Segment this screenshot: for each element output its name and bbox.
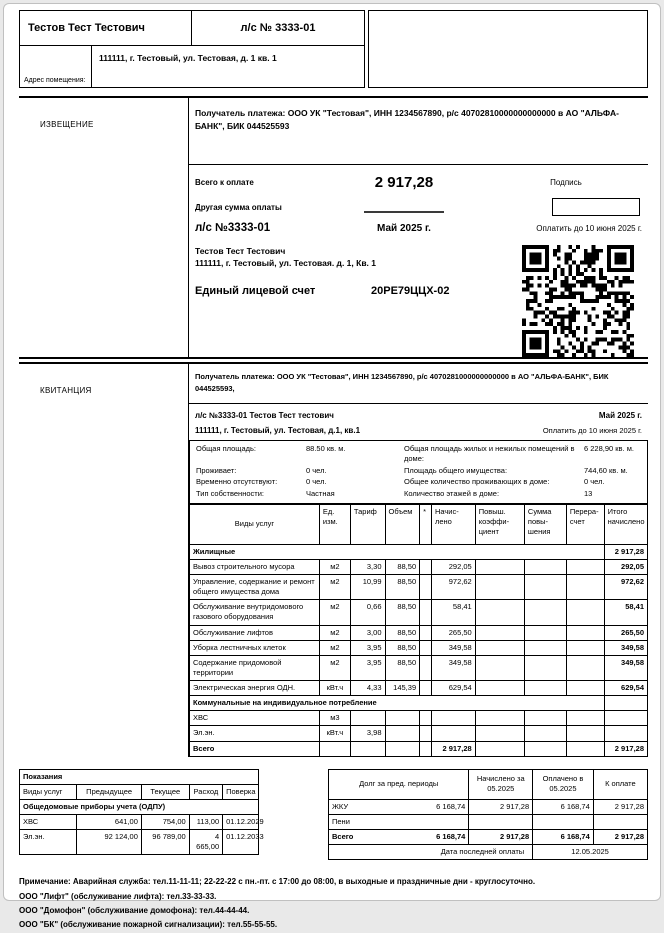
services-header-cell: Начислено (431, 504, 475, 544)
readings-section: Общедомовые приборы учета (ОДПУ) (20, 799, 259, 814)
services-cell: Уборка лестничных клеток (190, 640, 320, 655)
readings-header-row (20, 784, 259, 799)
services-cell (524, 655, 566, 680)
signature-box (552, 198, 640, 216)
qr-code (522, 245, 634, 357)
section-total-cell (604, 696, 647, 711)
readings-cell: 96 789,00 (141, 830, 189, 855)
services-cell: Обслуживание лифтов (190, 625, 320, 640)
info-value: 0 чел. (306, 465, 327, 475)
services-row (190, 681, 648, 696)
services-cell: ХВС (190, 711, 320, 726)
receipt-account: л/с №3333-01 Тестов Тест тестович (195, 411, 334, 420)
debt-label-cell (329, 814, 469, 829)
services-cell (385, 741, 420, 756)
note-line: Примечание: Аварийная служба: тел.11-11-11; 22-22-22 с пн.-пт. с 17:00 до 08:00, в выходные и праздничные дни - круглосуточно. (19, 877, 536, 887)
services-cell (431, 726, 475, 741)
services-cell: 58,41 (431, 600, 475, 625)
debt-label-flex (332, 802, 465, 812)
debt-row-value: 6 168,74 (436, 801, 466, 811)
services-cell: 349,58 (604, 655, 647, 680)
services-cell (475, 726, 524, 741)
services-cell: 349,58 (431, 640, 475, 655)
services-cell: 292,05 (431, 559, 475, 574)
services-cell (475, 741, 524, 756)
other-sum-line (364, 201, 444, 213)
readings-cell: 01.12.2033 (223, 830, 259, 855)
services-cell (524, 681, 566, 696)
debt-row-label: Всего (332, 831, 354, 841)
services-header-cell: * (420, 504, 432, 544)
services-cell (566, 711, 604, 726)
debt-label-cell (329, 829, 469, 844)
services-cell: 0,66 (350, 600, 385, 625)
services-cell: 88,50 (385, 640, 420, 655)
notes-block (19, 875, 648, 933)
services-cell: кВт.ч (319, 726, 350, 741)
receipt-period: Май 2025 г. (598, 411, 642, 420)
services-section-row (190, 696, 648, 711)
readings-cell: 641,00 (77, 815, 142, 830)
services-cell: 3,95 (350, 655, 385, 680)
receipt-payee: Получатель платежа: ООО УК "Тестовая", ИНН 1234567890, р/с 4070281000000000000 в АО "АЛЬФА-БАНК", БИК 044525593, (189, 364, 648, 404)
services-cell: 88,50 (385, 575, 420, 600)
building-info-block (189, 440, 648, 504)
notice-client-info (195, 245, 522, 357)
services-cell (524, 726, 566, 741)
services-cell: 88,50 (385, 600, 420, 625)
debt-footer-row (329, 845, 648, 860)
services-cell: м2 (319, 640, 350, 655)
services-cell (319, 741, 350, 756)
services-table-head (190, 504, 648, 544)
readings-row (20, 830, 259, 855)
services-header-cell: Виды услуг (190, 504, 320, 544)
services-cell (566, 655, 604, 680)
services-cell (420, 575, 432, 600)
services-cell (420, 655, 432, 680)
top-block (19, 10, 648, 88)
readings-row (20, 815, 259, 830)
debt-row-value: 6 168,74 (436, 831, 466, 841)
receipt-section-label: КВИТАНЦИЯ (19, 364, 189, 757)
services-cell (385, 711, 420, 726)
services-cell (420, 625, 432, 640)
services-header-cell: Ед. изм. (319, 504, 350, 544)
services-cell (524, 575, 566, 600)
services-cell: 3,30 (350, 559, 385, 574)
notice-content (189, 98, 648, 357)
services-cell (604, 711, 647, 726)
services-cell: 2 917,28 (604, 741, 647, 756)
services-cell (524, 741, 566, 756)
bottom-tables (19, 769, 648, 861)
services-cell (431, 711, 475, 726)
readings-header-cell: Поверка (223, 784, 259, 799)
section-label-cell: Коммунальные на индивидуальное потребление (190, 696, 605, 711)
readings-table-body (20, 769, 264, 855)
services-cell (475, 681, 524, 696)
services-header-cell: Тариф (350, 504, 385, 544)
services-cell: кВт.ч (319, 681, 350, 696)
readings-cell: 01.12.2029 (223, 815, 259, 830)
services-cell: 2 917,28 (431, 741, 475, 756)
services-cell: м2 (319, 600, 350, 625)
services-cell: м2 (319, 575, 350, 600)
services-cell: 3,95 (350, 640, 385, 655)
services-cell: 265,50 (604, 625, 647, 640)
note-line: ООО "Домофон" (обслуживание домофона): тел.44-44-44. (19, 905, 250, 915)
services-cell: 88,50 (385, 655, 420, 680)
services-header-cell: Сумма повышения (524, 504, 566, 544)
services-cell: 292,05 (604, 559, 647, 574)
debt-cell-value: 2 917,28 (469, 799, 533, 814)
services-row (190, 559, 648, 574)
notice-pay-block (189, 165, 648, 236)
services-table (189, 504, 648, 757)
services-cell (566, 559, 604, 574)
services-cell (475, 600, 524, 625)
debt-label-cell (329, 799, 469, 814)
readings-cell: 754,00 (141, 815, 189, 830)
readings-section-row (20, 799, 259, 814)
client-table-row2 (20, 46, 364, 87)
services-cell: м2 (319, 655, 350, 680)
services-header-cell: Итого начислено (604, 504, 647, 544)
debt-cell-value (593, 814, 647, 829)
services-cell (566, 625, 604, 640)
services-cell (524, 640, 566, 655)
readings-title-row (20, 769, 259, 784)
services-cell: 58,41 (604, 600, 647, 625)
info-value: 744,60 кв. м. (584, 465, 628, 475)
notice-pay-until: Оплатить до 10 июня 2025 г. (536, 223, 642, 233)
services-cell (566, 681, 604, 696)
debt-cell-value (469, 814, 533, 829)
services-cell (475, 559, 524, 574)
receipt-address: 111111, г. Тестовый, ул. Тестовая, д.1, кв.1 (195, 426, 361, 435)
client-account: л/с № 3333-01 (240, 22, 316, 34)
services-cell (524, 625, 566, 640)
services-cell (604, 726, 647, 741)
receipt-acct-block (189, 404, 648, 440)
debt-wrap (328, 769, 648, 861)
debt-cell-value (533, 814, 594, 829)
services-cell (524, 559, 566, 574)
debt-cell-value: 2 917,28 (593, 829, 647, 844)
services-cell: м3 (319, 711, 350, 726)
services-cell (420, 640, 432, 655)
services-cell (475, 640, 524, 655)
info-value: 0 чел. (584, 477, 605, 487)
section-label-cell: Жилищные (190, 544, 605, 559)
debt-label-flex (332, 817, 465, 827)
debt-cell-value: 6 168,74 (533, 829, 594, 844)
debt-header-cell: К оплате (593, 769, 647, 799)
services-cell: 349,58 (604, 640, 647, 655)
info-label: Тип собственности: (196, 489, 264, 498)
info-value: 13 (584, 489, 593, 498)
services-cell: 629,54 (604, 681, 647, 696)
readings-cell: 92 124,00 (77, 830, 142, 855)
services-row (190, 741, 648, 756)
services-cell: 4,33 (350, 681, 385, 696)
other-sum-label: Другая сумма оплаты (195, 202, 282, 212)
info-label: Общее количество проживающих в доме: (404, 477, 550, 487)
debt-header-cell: Оплачено в 05.2025 (533, 769, 594, 799)
info-label: Площадь общего имущества: (404, 465, 508, 475)
readings-header-cell: Текущее (141, 784, 189, 799)
services-cell: 3,98 (350, 726, 385, 741)
services-cell (420, 726, 432, 741)
notice-period: Май 2025 г. (377, 222, 431, 234)
debt-row-label: ЖКУ (332, 801, 349, 811)
readings-cell: 4 665,00 (189, 830, 222, 855)
other-sum-row (195, 198, 642, 216)
notice-section (19, 96, 648, 359)
services-cell (420, 559, 432, 574)
services-row (190, 640, 648, 655)
services-cell (566, 600, 604, 625)
client-address: 111111, г. Тестовый, ул. Тестовая, д. 1 кв. 1 (99, 53, 277, 63)
services-cell (475, 575, 524, 600)
readings-wrap (19, 769, 264, 861)
services-cell: 972,62 (604, 575, 647, 600)
services-cell: 629,54 (431, 681, 475, 696)
services-cell: Вывоз строительного мусора (190, 559, 320, 574)
services-row (190, 575, 648, 600)
services-cell: 10,99 (350, 575, 385, 600)
client-table-row1 (20, 11, 364, 46)
services-cell (420, 681, 432, 696)
services-cell (385, 726, 420, 741)
services-row (190, 655, 648, 680)
services-cell (475, 625, 524, 640)
services-row (190, 600, 648, 625)
unified-account-row (195, 285, 522, 297)
debt-cell-value: 2 917,28 (469, 829, 533, 844)
note-line: ООО "Лифт" (обслуживание лифта): тел.33-33-33. (19, 891, 217, 901)
info-value: Частная (306, 489, 335, 498)
info-label: Проживает: (196, 465, 237, 475)
debt-table (328, 769, 648, 861)
services-cell: 88,50 (385, 559, 420, 574)
services-cell: Всего (190, 741, 320, 756)
readings-title: Показания (20, 769, 259, 784)
receipt-content (189, 364, 648, 757)
services-cell (566, 726, 604, 741)
debt-table-body (329, 769, 648, 860)
receipt-section (19, 362, 648, 757)
readings-table (19, 769, 264, 856)
info-value: 88.50 кв. м. (306, 444, 346, 453)
total-row (195, 174, 642, 191)
services-cell: Электрическая энергия ОДН. (190, 681, 320, 696)
services-cell: 265,50 (431, 625, 475, 640)
debt-row-label: Пени (332, 816, 350, 826)
services-cell: Обслуживание внутридомового газового оборудования (190, 600, 320, 625)
unified-account-value: 20РЕ79ЦЦХ-02 (371, 284, 450, 297)
services-cell: 3,00 (350, 625, 385, 640)
readings-header-cell: Предыдущее (77, 784, 142, 799)
services-cell: 88,50 (385, 625, 420, 640)
debt-header-cell: Долг за пред. периоды (329, 769, 469, 799)
notice-account: л/с №3333-01 (195, 222, 271, 234)
services-cell (350, 741, 385, 756)
services-cell (566, 741, 604, 756)
section-total-cell: 2 917,28 (604, 544, 647, 559)
readings-cell: Эл.эн. (20, 830, 77, 855)
services-cell (420, 600, 432, 625)
services-header-cell: Повыш. коэффициент (475, 504, 524, 544)
debt-row (329, 829, 648, 844)
debt-label-flex (332, 832, 465, 842)
info-value: 0 чел. (306, 477, 327, 487)
notice-client-name: Тестов Тест Тестович (195, 246, 286, 256)
services-header-cell: Перерасчет (566, 504, 604, 544)
blank-box (368, 10, 648, 88)
services-cell: 145,39 (385, 681, 420, 696)
total-amount: 2 917,28 (374, 174, 434, 191)
readings-header-cell: Виды услуг (20, 784, 77, 799)
notice-section-label: ИЗВЕЩЕНИЕ (19, 98, 189, 357)
services-cell (566, 575, 604, 600)
services-cell (420, 711, 432, 726)
services-table-body (190, 544, 648, 756)
services-header-cell: Объем (385, 504, 420, 544)
readings-cell: 113,00 (189, 815, 222, 830)
last-payment-date: 12.05.2025 (533, 845, 648, 860)
unified-account-label: Единый лицевой счет (195, 284, 316, 297)
client-name: Тестов Тест Тестович (20, 11, 192, 45)
services-cell: Эл.эн. (190, 726, 320, 741)
services-cell (420, 741, 432, 756)
debt-cell-value: 2 917,28 (593, 799, 647, 814)
services-section-row (190, 544, 648, 559)
debt-header-row (329, 769, 648, 799)
services-row (190, 625, 648, 640)
note-line: ООО "БК" (обслуживание пожарной сигнализации): тел.55-55-55. (19, 920, 278, 930)
services-cell: Управление, содержание и ремонт общего имущества дома (190, 575, 320, 600)
info-label: Количество этажей в доме: (404, 489, 500, 498)
total-label: Всего к оплате (195, 178, 254, 187)
services-cell: м2 (319, 625, 350, 640)
info-label: Временно отсутствуют: (196, 477, 278, 487)
info-value: 6 228,90 кв. м. (584, 444, 634, 453)
services-cell (475, 655, 524, 680)
services-cell (475, 711, 524, 726)
last-payment-label: Дата последней оплаты (329, 845, 533, 860)
signature-label: Подпись (550, 178, 582, 187)
receipt-address-line (195, 426, 642, 435)
services-row (190, 726, 648, 741)
services-cell (566, 640, 604, 655)
notice-client-block (189, 236, 648, 357)
services-header-row (190, 504, 648, 544)
account-period-row (195, 222, 642, 234)
client-table (19, 10, 365, 88)
debt-row (329, 814, 648, 829)
info-label: Общая площадь жилых и нежилых помещений в доме: (404, 444, 575, 463)
debt-row (329, 799, 648, 814)
notice-client-address: 111111, г. Тестовый, ул. Тестовая. д. 1, Кв. 1 (195, 258, 376, 269)
services-cell: 349,58 (431, 655, 475, 680)
services-row (190, 711, 648, 726)
receipt-page (3, 3, 661, 930)
info-label: Общая площадь: (196, 444, 257, 453)
services-cell (524, 600, 566, 625)
readings-cell: ХВС (20, 815, 77, 830)
services-cell (524, 711, 566, 726)
receipt-account-line (195, 411, 642, 420)
address-label: Адрес помещения: (20, 46, 92, 87)
debt-cell-value: 6 168,74 (533, 799, 594, 814)
services-cell: м2 (319, 559, 350, 574)
services-cell (350, 711, 385, 726)
receipt-pay-until: Оплатить до 10 июня 2025 г. (542, 426, 642, 435)
services-cell: Содержание придомовой территории (190, 655, 320, 680)
notice-payee: Получатель платежа: ООО УК "Тестовая", ИНН 1234567890, р/с 40702810000000000000 в АО "АЛЬФА-БАНК", БИК 044525593 (189, 98, 648, 165)
services-cell: 972,62 (431, 575, 475, 600)
readings-header-cell: Расход (189, 784, 222, 799)
debt-header-cell: Начислено за 05.2025 (469, 769, 533, 799)
